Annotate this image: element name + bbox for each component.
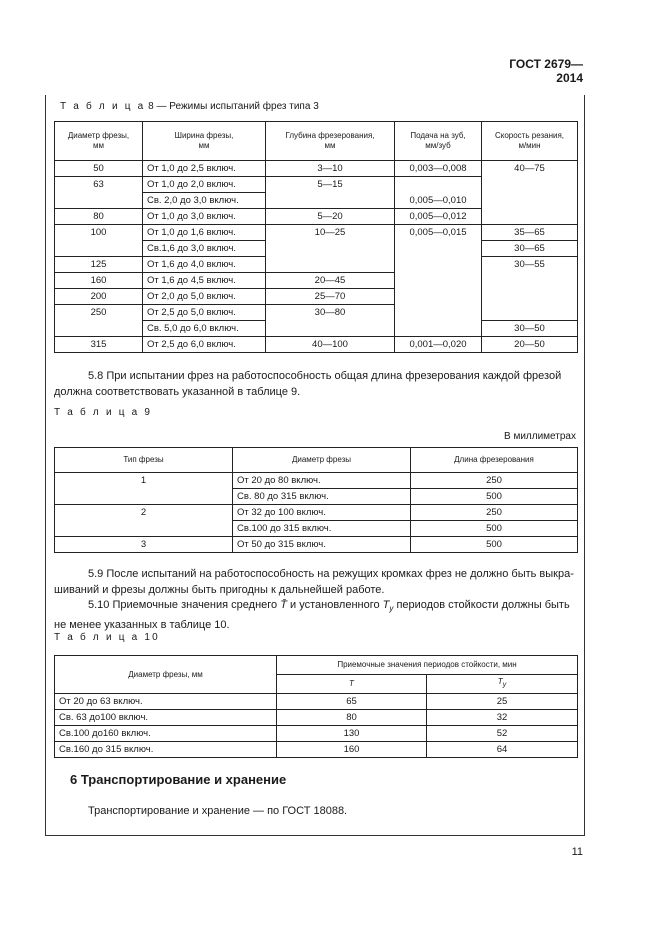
- page-number: 11: [571, 846, 583, 858]
- table-cell: 500: [411, 537, 578, 553]
- paragraph-5-8: 5.8 При испытании фрез на работоспособность общая длина фрезерования каждой фрезой должна соответствовать указанной в таблице 9.: [54, 370, 562, 398]
- table-cell: 315: [55, 337, 143, 353]
- table9-units: В миллиметрах: [504, 431, 576, 442]
- table-cell: 1: [55, 473, 233, 505]
- table-cell: 52: [427, 726, 578, 742]
- table-cell: От 1,0 до 2,0 включ.: [143, 177, 266, 193]
- table-cell: 5—20: [266, 209, 395, 225]
- table-cell: 200: [55, 289, 143, 305]
- table8-header-speed: Скорость резания, м/мин: [482, 122, 578, 161]
- table-cell: Св.100 до160 включ.: [55, 726, 277, 742]
- table-cell: 30—50: [482, 321, 578, 337]
- table-cell: 3—10: [266, 161, 395, 177]
- table10-header-t: T: [277, 675, 427, 694]
- table10-caption: Т а б л и ц а 10: [54, 632, 160, 643]
- standard-code: ГОСТ 2679—2014: [509, 57, 583, 85]
- table-cell: 125: [55, 257, 143, 273]
- table8-header-diameter: Диаметр фрезы, мм: [55, 122, 143, 161]
- table-cell: 40—100: [266, 337, 395, 353]
- table-cell: 32: [427, 710, 578, 726]
- table-cell: 100: [55, 225, 143, 257]
- table-cell: 0,005—0,010: [395, 193, 482, 209]
- table-cell: 500: [411, 521, 578, 537]
- table-cell: Св.1,6 до 3,0 включ.: [143, 241, 266, 257]
- table10: [54, 655, 578, 758]
- section-6-text: Транспортирование и хранение — по ГОСТ 18088.: [88, 805, 348, 817]
- table-cell: 64: [427, 742, 578, 758]
- table-cell: От 1,6 до 4,0 включ.: [143, 257, 266, 273]
- table9-header-type: Тип фрезы: [55, 448, 233, 473]
- table8-header-feed: Подача на зуб, мм/зуб: [395, 122, 482, 161]
- table-cell: 65: [277, 694, 427, 710]
- table9-header-length: Длина фрезерования: [411, 448, 578, 473]
- table9-header-diameter: Диаметр фрезы: [233, 448, 411, 473]
- table-cell-empty: [395, 177, 482, 193]
- table-cell: От 2,5 до 6,0 включ.: [143, 337, 266, 353]
- table-cell: 80: [55, 209, 143, 225]
- table-cell: 0,003—0,008: [395, 161, 482, 177]
- table-cell: Св. 63 до100 включ.: [55, 710, 277, 726]
- table-cell: От 1,0 до 2,5 включ.: [143, 161, 266, 177]
- table-cell: 30—65: [482, 241, 578, 257]
- table-cell: 250: [411, 505, 578, 521]
- table-cell: От 1,0 до 1,6 включ.: [143, 225, 266, 241]
- table-cell: 30—80: [266, 305, 395, 337]
- table10-header-group: Приемочные значения периодов стойкости, мин: [277, 656, 578, 675]
- table-cell: От 2,0 до 5,0 включ.: [143, 289, 266, 305]
- table-cell: 80: [277, 710, 427, 726]
- paragraph-5-10: 5.10 Приемочные значения среднего T̄ и установленного $T_y$ периодов стойкости должны быть не менее указанных в таблице 10.: [54, 599, 570, 632]
- table-cell: От 20 до 80 включ.: [233, 473, 411, 489]
- table-cell: 20—50: [482, 337, 578, 353]
- table-cell: 500: [411, 489, 578, 505]
- table-cell: От 2,5 до 5,0 включ.: [143, 305, 266, 321]
- table-cell: 30—55: [482, 257, 578, 321]
- table-cell: От 1,6 до 4,5 включ.: [143, 273, 266, 289]
- table-cell: 63: [55, 177, 143, 209]
- paragraph-5-9: 5.9 После испытаний на работоспособность на режущих кромках фрез не должно быть выкра- шиваний и фрезы должны быть пригодны к дальнейшей работе.: [54, 568, 574, 596]
- table-cell: 10—25: [266, 225, 395, 273]
- table-cell: 0,005—0,015: [395, 225, 482, 337]
- table-cell: 5—15: [266, 177, 395, 209]
- table-cell: 35—65: [482, 225, 578, 241]
- table8-header-depth: Глубина фрезерования, мм: [266, 122, 395, 161]
- table-cell: 2: [55, 505, 233, 537]
- table-cell: От 20 до 63 включ.: [55, 694, 277, 710]
- table10-header-ty: $T_y$: [427, 675, 578, 694]
- table-cell: 25: [427, 694, 578, 710]
- section-6-heading: 6 Транспортирование и хранение: [70, 772, 287, 787]
- table-cell: Св. 5,0 до 6,0 включ.: [143, 321, 266, 337]
- table-cell: 20—45: [266, 273, 395, 289]
- table-cell: 0,001—0,020: [395, 337, 482, 353]
- table8-caption: Т а б л и ц а 8 — Режимы испытаний фрез типа 3: [60, 101, 319, 112]
- table-cell: Св. 2,0 до 3,0 включ.: [143, 193, 266, 209]
- table9-caption: Т а б л и ц а 9: [54, 407, 153, 418]
- table-cell: Св. 80 до 315 включ.: [233, 489, 411, 505]
- table-cell: 40—75: [482, 161, 578, 225]
- table-cell: 0,005—0,012: [395, 209, 482, 225]
- table-cell: Св.160 до 315 включ.: [55, 742, 277, 758]
- table-cell: 160: [55, 273, 143, 289]
- symbol-t-mean: T̄: [280, 599, 287, 611]
- table-cell: 160: [277, 742, 427, 758]
- table-cell: 250: [55, 305, 143, 337]
- table-cell: От 50 до 315 включ.: [233, 537, 411, 553]
- symbol-t-y: $T_y$: [382, 599, 394, 614]
- table-cell: От 32 до 100 включ.: [233, 505, 411, 521]
- table-cell: 130: [277, 726, 427, 742]
- table10-header-diameter: Диаметр фрезы, мм: [55, 656, 277, 694]
- table-cell: 25—70: [266, 289, 395, 305]
- table-cell: Св.100 до 315 включ.: [233, 521, 411, 537]
- table-cell: От 1,0 до 3,0 включ.: [143, 209, 266, 225]
- table8-header-width: Ширина фрезы, мм: [143, 122, 266, 161]
- table-cell: 250: [411, 473, 578, 489]
- table-cell: 3: [55, 537, 233, 553]
- table9: [54, 447, 578, 553]
- table-cell: 50: [55, 161, 143, 177]
- table8: [54, 121, 578, 353]
